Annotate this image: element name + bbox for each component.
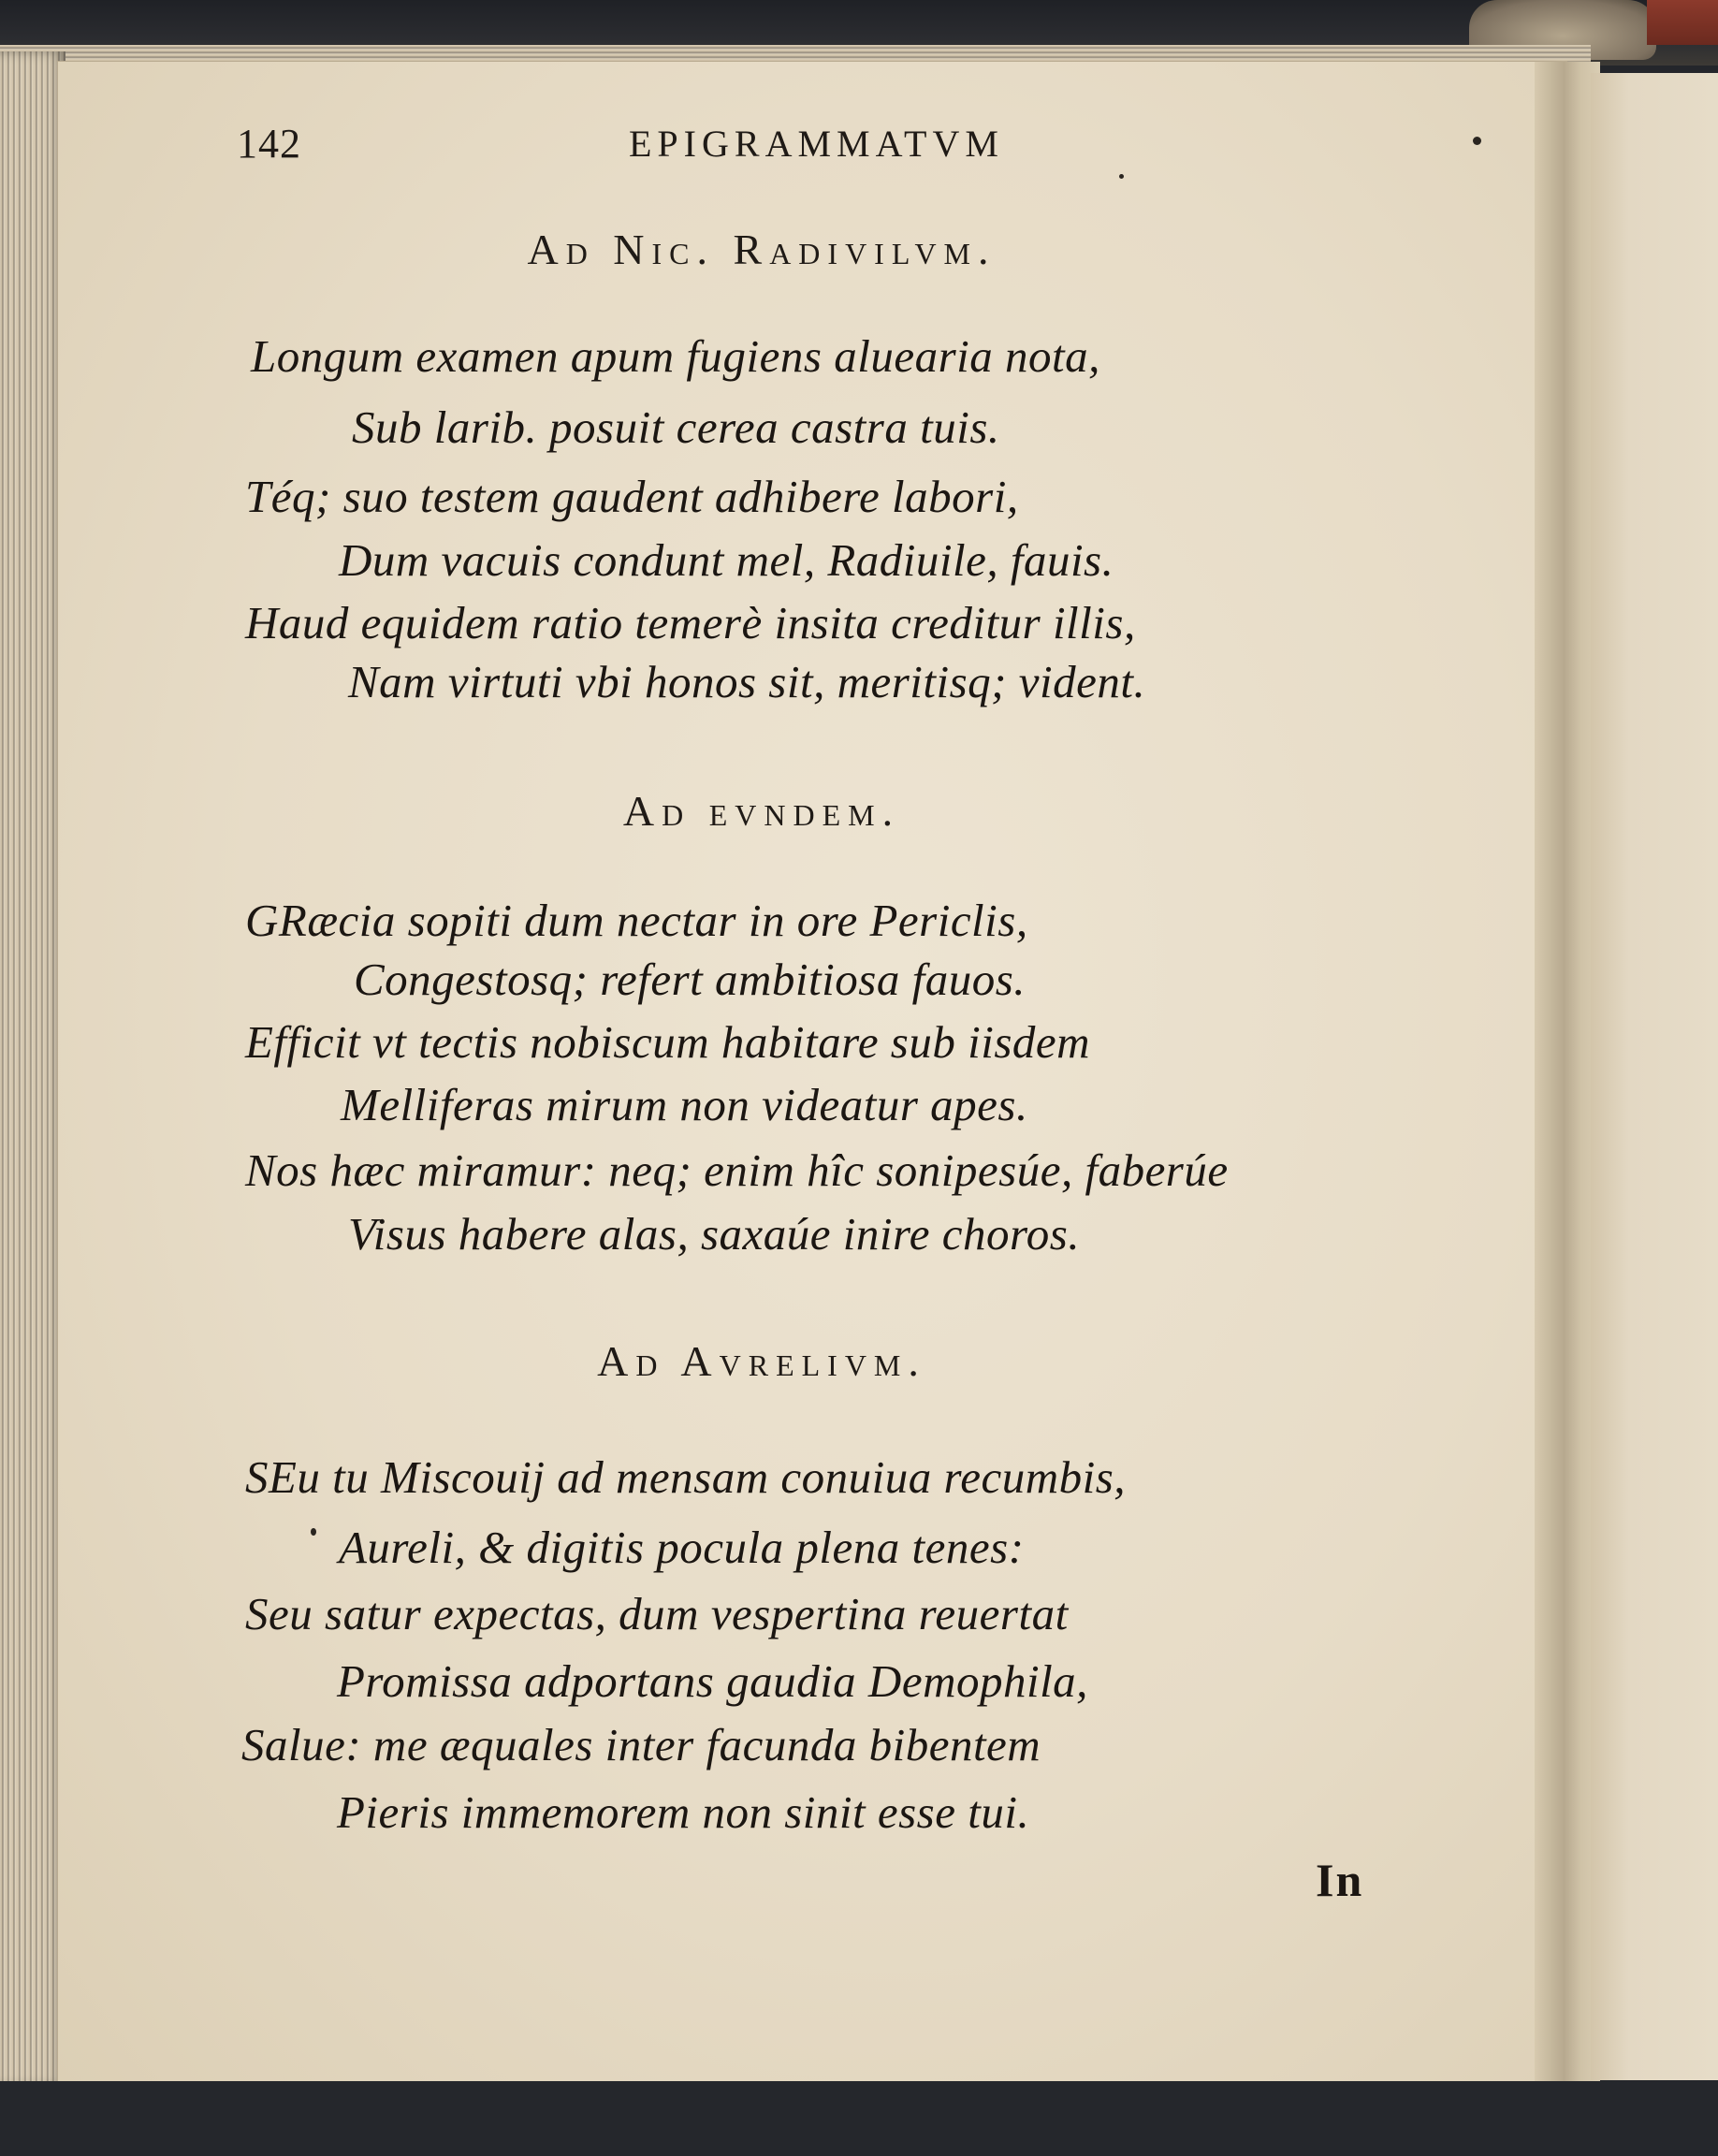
verse-line: Promissa adportans gaudia Demophila, [337, 1655, 1088, 1707]
poem-title: Ad Avrelivm. [597, 1337, 926, 1385]
catchword: In [1316, 1854, 1364, 1906]
poem-title: Ad evndem. [622, 787, 901, 835]
verse-line: SEu tu Miscouij ad mensam conuiua recumbis, [245, 1451, 1127, 1503]
verse-line: Aureli, & digitis pocula plena tenes: [339, 1522, 1025, 1573]
verse-line: Sub larib. posuit cerea castra tuis. [352, 401, 1000, 453]
facing-page-edge [1591, 73, 1718, 2080]
verse-line: Efficit vt tectis nobiscum habitare sub iisdem [245, 1016, 1091, 1068]
poem-title: Ad Nic. Radivilvm. [527, 226, 997, 273]
verse-line: Congestosq; refert ambitiosa fauos. [354, 954, 1026, 1005]
verse-line: Téq; suo testem gaudent adhibere labori, [245, 471, 1019, 522]
red-tab [1647, 0, 1718, 45]
verse-line: Pieris immemorem non sinit esse tui. [337, 1786, 1030, 1838]
ink-speck [311, 1528, 316, 1536]
verse-line: Longum examen apum fugiens aluearia nota, [251, 330, 1100, 382]
verse-line: Melliferas mirum non videatur apes. [341, 1079, 1028, 1130]
book-bottom-edge [0, 2081, 1718, 2156]
page-header [0, 120, 1718, 176]
verse-line: Visus habere alas, saxaúe inire choros. [348, 1208, 1081, 1260]
verse-line: Salue: me æquales inter facunda bibentem [241, 1719, 1041, 1770]
verse-line: Dum vacuis condunt mel, Radiuile, fauis. [339, 534, 1114, 586]
verse-line: Seu satur expectas, dum vespertina reuertat [245, 1588, 1069, 1639]
page-stack-top [0, 45, 1591, 64]
page-stack-left [0, 51, 66, 2087]
verse-line: Nam virtuti vbi honos sit, meritisq; vident. [348, 656, 1146, 707]
verse-line: GRæcia sopiti dum nectar in ore Periclis, [245, 895, 1028, 946]
running-title: EPIGRAMMATVM [629, 123, 1004, 165]
verse-line: Haud equidem ratio temerè insita creditur illis, [245, 597, 1136, 648]
page-number: 142 [237, 121, 301, 167]
verse-line: Nos hæc miramur: neq; enim hîc sonipesúe, faberúe [245, 1144, 1229, 1196]
